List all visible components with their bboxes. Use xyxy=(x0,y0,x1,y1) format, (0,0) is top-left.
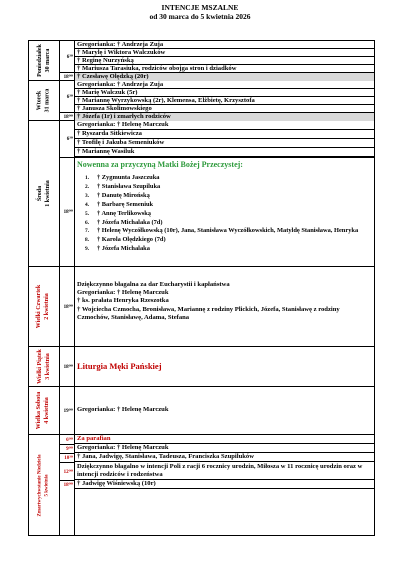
day-name: Wielki Czwartek xyxy=(36,284,43,329)
intention: Gregorianka: † Andrzeja Zuja xyxy=(75,41,374,49)
mass-time: 6³⁰ xyxy=(66,136,73,142)
day-cell-easter-sunday xyxy=(29,435,60,535)
day-date: 30 marca xyxy=(44,48,51,73)
day-date: 3 kwietnia xyxy=(44,353,51,380)
day-label xyxy=(37,392,52,429)
day-label xyxy=(37,285,52,328)
intention: † Mariannę Wyrzykowską (2r), Klemensa, Elżbietę, Krzysztofa xyxy=(75,97,374,105)
intention: † Mariannę Wasiluk xyxy=(75,148,374,157)
day-date: 2 kwietnia xyxy=(44,293,51,320)
intention: † Józefa (1r) i zmarłych rodziców xyxy=(75,113,374,121)
day-cell-monday xyxy=(29,41,60,81)
times-cell xyxy=(60,81,75,121)
times-cell xyxy=(60,387,75,435)
list-item: 6. † Józefa Michalaka (7d) xyxy=(85,218,163,226)
day-name: Wielki Piątek xyxy=(36,349,43,384)
times-cell xyxy=(60,121,75,267)
intentions-cell xyxy=(75,435,374,535)
day-cell-good-friday xyxy=(29,347,60,387)
intention: Dziękczynno błagalno w intencji Poli z racji 6 rocznicy urodzin, Miłosza w 11 rocznicę urodzin oraz w intencji rodziców i rodzeństwa xyxy=(75,462,374,480)
mass-time: 18⁰⁰ xyxy=(63,304,73,310)
mass-time: 9⁰⁰ xyxy=(60,444,74,453)
times-cell xyxy=(60,267,75,347)
intentions-cell xyxy=(75,347,374,387)
novena-list xyxy=(75,174,374,254)
day-name: Zmartwychwstanie Niedziela xyxy=(37,453,43,517)
intentions-cell xyxy=(75,41,374,81)
intentions-cell xyxy=(75,387,374,435)
intention: Gregorianka: † Helenę Marczuk xyxy=(75,121,374,130)
intention: † Czesławę Olędzką (20r) xyxy=(75,73,374,81)
intentions-cell xyxy=(75,81,374,121)
document-subtitle: od 30 marca do 5 kwietnia 2026 xyxy=(149,12,251,21)
day-name: Wielka Sobota xyxy=(36,391,43,430)
mass-time: 19⁰⁰ xyxy=(63,408,73,414)
list-item: 8. † Karola Olędzkiego (7d) xyxy=(85,236,166,244)
day-cell-holy-thursday xyxy=(29,267,60,347)
day-date: 5 kwietnia xyxy=(44,473,50,497)
intention-block xyxy=(75,267,374,324)
mass-time: 18⁰⁰ xyxy=(63,364,73,370)
intention: Gregorianka: † Helenę Marczuk xyxy=(75,444,374,453)
mass-time: 18⁰⁰ xyxy=(60,112,74,120)
intentions-table xyxy=(28,40,375,536)
day-label xyxy=(38,454,51,516)
novena-title: Nowenna za przyczyną Matki Bożej Przeczystej: xyxy=(77,160,243,169)
intention: † Marylę i Wiktora Walczuków xyxy=(75,49,374,57)
document-title: INTENCJE MSZALNE xyxy=(161,3,239,12)
intention: † Wojciecha Czmocha, Bronisława, Mariannę z rodziny Plickich, Józefa, Stanisławę z rodziny Czmochów, Stanisławę, Adama, Stefana xyxy=(77,305,340,321)
day-cell-tuesday xyxy=(29,81,60,121)
day-name: Wtorek xyxy=(36,90,43,111)
intention: Dziękczynno błagalna za dar Eucharystii i kapłaństwa xyxy=(77,281,230,288)
list-item: 3. † Danutę Mirońską xyxy=(85,191,150,199)
day-label xyxy=(37,89,52,113)
intention: † ks. prałata Henryka Rzeszotka xyxy=(77,297,169,305)
intention: † Reginę Nurzyńską xyxy=(75,57,374,65)
list-item: 5. † Annę Terlikowską xyxy=(85,209,151,217)
mass-time: 10³⁰ xyxy=(60,453,74,462)
mass-time: 6³⁰ xyxy=(66,94,73,100)
day-label xyxy=(36,180,51,207)
list-item: 2. † Stanisława Szupiluka xyxy=(85,182,161,190)
intention: † Jadwigę Wiśniewską (10r) xyxy=(75,480,374,489)
day-date: 31 marca xyxy=(44,88,50,113)
mass-time: 6⁰⁰ xyxy=(66,437,73,443)
day-cell-holy-saturday xyxy=(29,387,60,435)
intentions-cell xyxy=(75,121,374,267)
intention: Liturgia Męki Pańskiej xyxy=(77,361,162,372)
intention: † Teofilę i Jakuba Semeniuków xyxy=(75,139,374,148)
day-date: 1 kwietnia xyxy=(43,180,50,207)
mass-time: 18⁰⁰ xyxy=(60,480,74,489)
mass-time: 18⁰⁰ xyxy=(60,72,74,80)
day-label xyxy=(37,44,52,77)
day-date: 4 kwietnia xyxy=(44,397,50,424)
times-cell xyxy=(60,347,75,387)
intention: † Jana, Jadwigę, Stanisława, Tadeusza, Franciszka Szupiluków xyxy=(75,453,374,462)
intentions-cell xyxy=(75,267,374,347)
list-item: 9. † Józefa Michalaka xyxy=(85,245,150,253)
mass-time: 18⁰⁰ xyxy=(60,157,74,266)
mass-time: 12⁰⁰ xyxy=(60,462,74,480)
intention: Za parafian xyxy=(75,435,374,444)
novena-block xyxy=(75,157,374,266)
day-cell-wednesday xyxy=(29,121,60,267)
list-item: 1. † Zygmunta Jaszczuka xyxy=(85,174,160,181)
intention: Gregorianka: † Helenę Marczuk xyxy=(77,406,169,414)
intention: † Marię Walczuk (5r) xyxy=(75,89,374,97)
intention: Gregorianka: † Andrzeja Zuja xyxy=(75,81,374,89)
intention: † Janusza Skolimowskiego xyxy=(75,105,374,113)
intention: Gregorianka: † Helenę Marczuk xyxy=(77,289,169,297)
list-item: 4. † Barbarę Semeniuk xyxy=(85,200,154,208)
mass-time: 6³⁰ xyxy=(66,54,73,60)
document-header xyxy=(0,3,400,21)
day-name: Poniedziałek xyxy=(36,44,43,77)
times-cell xyxy=(60,41,75,81)
times-cell xyxy=(60,435,75,535)
intention: † Ryszarda Sitkiewicza xyxy=(75,130,374,139)
intention: † Mariusza Tarasiuka, rodziców obojga stron i dziadków xyxy=(75,65,374,73)
day-label xyxy=(37,349,52,384)
day-name: Środa xyxy=(36,185,43,202)
list-item: 7. † Helenę Wyczółkowską (10r), Jana, Stanisława Wyczółkowskich, Matyldę Stanisława, Henryka xyxy=(85,227,359,235)
